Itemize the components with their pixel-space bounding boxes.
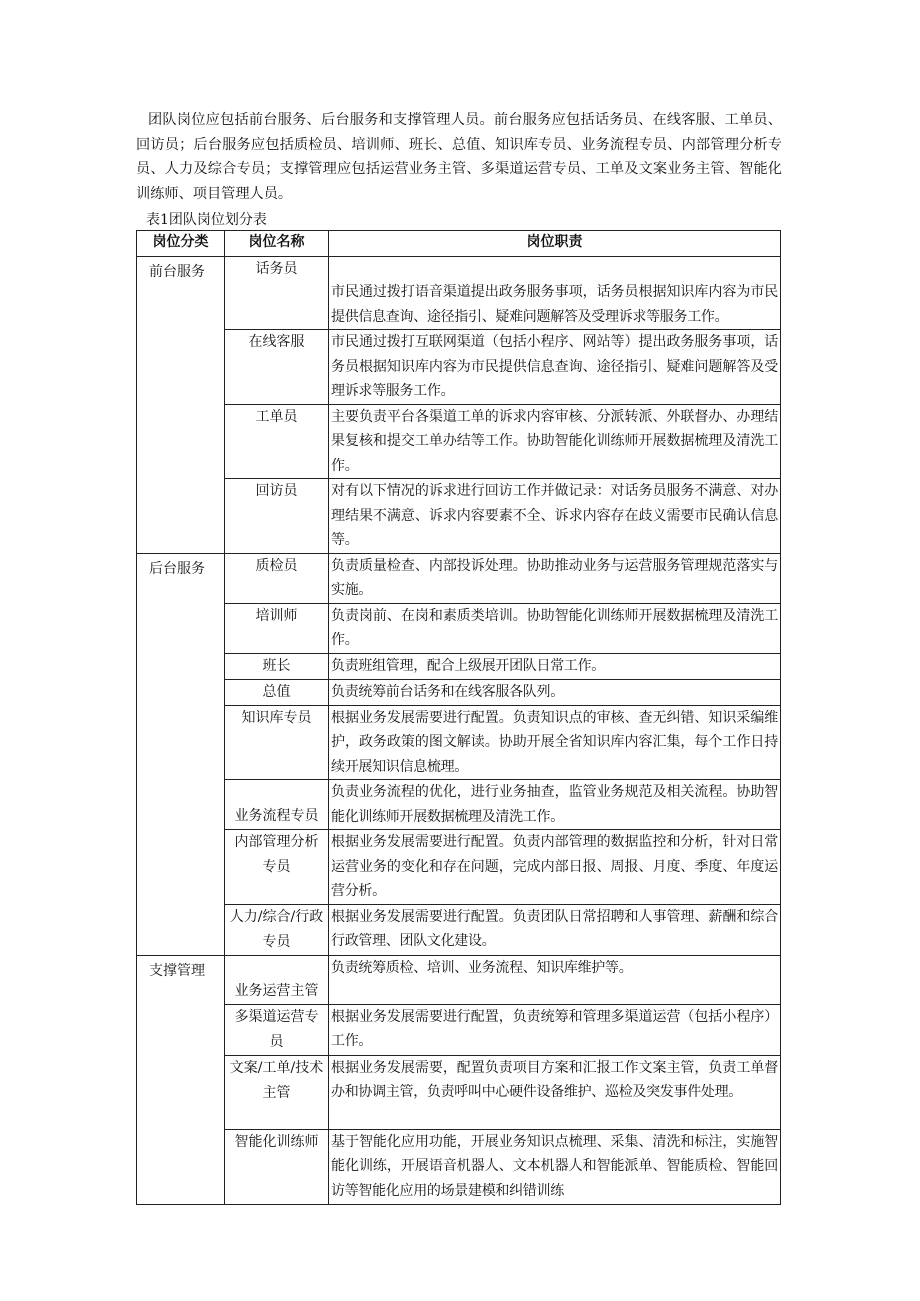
category-cell — [137, 553, 225, 955]
duty-cell — [329, 904, 781, 955]
table-row — [137, 830, 781, 905]
name-cell — [225, 1055, 329, 1129]
name-cell — [225, 955, 329, 1004]
duty-cell — [329, 553, 781, 603]
duty-cell — [329, 330, 781, 405]
position-name: 回访员 — [255, 483, 298, 499]
position-name: 业务流程专员 — [234, 808, 319, 824]
table-row — [137, 404, 781, 479]
duty-cell — [329, 1055, 781, 1129]
table-row — [137, 330, 781, 405]
duty-cell — [329, 955, 781, 1004]
table-row — [137, 1004, 781, 1055]
position-name: 智能化训练师 — [234, 1133, 319, 1150]
position-name: 工单员 — [255, 408, 298, 425]
position-name: 多渠道运营专员 — [234, 1008, 319, 1050]
table-row — [137, 553, 781, 603]
name-cell — [225, 404, 329, 479]
position-duty: 根据业务发展需要，配置负责项目方案和汇报工作文案主管，负责工单督办和协调主管，负责呼叫中心硬件设备维护、巡检及突发事件处理。 — [331, 1059, 778, 1100]
table-row — [137, 705, 781, 780]
duty-cell — [329, 404, 781, 479]
table-row — [137, 780, 781, 830]
table-header-row — [137, 231, 781, 257]
category-label: 支撑管理 — [149, 962, 205, 979]
duty-cell — [329, 1129, 781, 1204]
position-duty: 负责业务流程的优化，进行业务抽查，监管业务规范及相关流程。协助智能化训练师开展数据梳理及清洗工作。 — [331, 784, 778, 825]
name-cell — [225, 705, 329, 780]
table-row — [137, 1055, 781, 1129]
position-duty: 负责质量检查、内部投诉处理。协助推动业务与运营服务管理规范落实与实施。 — [331, 557, 778, 598]
position-table — [136, 230, 781, 1205]
table-row — [137, 603, 781, 653]
position-name: 质检员 — [255, 557, 298, 574]
category-cell — [137, 955, 225, 1204]
position-duty: 根据业务发展需要进行配置。负责知识点的审核、查无纠错、知识采编维护，政务政策的图文解读。协助开展全省知识库内容汇集，每个工作日持续开展知识信息梳理。 — [331, 709, 778, 775]
duty-cell — [329, 830, 781, 905]
table-row — [137, 904, 781, 955]
position-duty: 市民通过拨打互联网渠道（包括小程序、网站等）提出政务服务事项，话务员根据知识库内容为市民提供信息查询、途径指引、疑难问题解答及受理诉求等服务工作。 — [331, 334, 778, 399]
name-cell — [225, 653, 329, 679]
position-duty: 根据业务发展需要进行配置。负责内部管理的数据监控和分析，针对日常运营业务的变化和存在问题，完成内部日报、周报、月度、季度、年度运营分析。 — [331, 834, 778, 899]
name-cell — [225, 603, 329, 653]
category-label: 前台服务 — [149, 264, 205, 280]
duty-cell — [329, 1004, 781, 1055]
position-name: 内部管理分析专员 — [234, 834, 319, 875]
table-row — [137, 479, 781, 554]
name-cell — [225, 479, 329, 554]
position-duty: 负责班组管理，配合上级展开团队日常工作。 — [331, 657, 605, 674]
name-cell — [225, 679, 329, 705]
name-cell — [225, 257, 329, 330]
name-cell — [225, 553, 329, 603]
position-name: 在线客服 — [248, 334, 305, 350]
table-caption: 表1团队岗位划分表 — [146, 212, 267, 228]
category-label: 后台服务 — [149, 560, 205, 577]
duty-cell — [329, 705, 781, 780]
position-name: 班长 — [262, 657, 291, 674]
table-row — [137, 1129, 781, 1204]
position-duty: 对有以下情况的诉求进行回访工作并做记录：对话务员服务不满意、对办理结果不满意、诉求内容要素不全、诉求内容存在歧义需要市民确认信息等。 — [331, 483, 778, 548]
position-name: 培训师 — [255, 607, 298, 624]
duty-cell — [329, 479, 781, 554]
intro-paragraph: 团队岗位应包括前台服务、后台服务和支撑管理人员。前台服务应包括话务员、在线客服、工单员、回访员；后台服务应包括质检员、培训师、班长、总值、知识库专员、业务流程专员、内部管理分析专员、人力及综合专员；支撑管理应包括运营业务主管、多渠道运营专员、工单及文案业务主管、智能化训练师、项目管理人员。 — [136, 112, 782, 202]
name-cell — [225, 904, 329, 955]
duty-cell — [329, 653, 781, 679]
position-name: 业务运营主管 — [234, 982, 319, 999]
duty-cell — [329, 679, 781, 705]
duty-cell — [329, 603, 781, 653]
position-duty: 基于智能化应用功能，开展业务知识点梳理、采集、清洗和标注，实施智能化训练，开展语音机器人、文本机器人和智能派单、智能质检、智能回访等智能化应用的场景建模和纠错训练 — [331, 1133, 778, 1199]
table-row — [137, 679, 781, 705]
position-duty: 负责统筹质检、培训、业务流程、知识库维护等。 — [331, 959, 633, 976]
position-duty: 市民通过拨打语音渠道提出政务服务事项，话务员根据知识库内容为市民提供信息查询、途径指引、疑难问题解答及受理诉求等服务工作。 — [331, 284, 778, 325]
position-name: 知识库专员 — [241, 709, 312, 726]
table-row — [137, 257, 781, 330]
header-category: 岗位分类 — [137, 231, 225, 257]
name-cell — [225, 1129, 329, 1204]
name-cell — [225, 830, 329, 905]
position-name: 人力/综合/行政专员 — [229, 908, 324, 950]
position-duty: 根据业务发展需要进行配置，负责统筹和管理多渠道运营（包括小程序）工作。 — [331, 1008, 778, 1049]
table-row — [137, 955, 781, 1004]
header-name: 岗位名称 — [225, 231, 329, 257]
header-duty: 岗位职责 — [329, 231, 781, 257]
position-duty: 负责岗前、在岗和素质类培训。协助智能化训练师开展数据梳理及清洗工作。 — [331, 607, 778, 648]
position-name: 总值 — [262, 683, 291, 700]
name-cell — [225, 780, 329, 830]
position-duty: 主要负责平台各渠道工单的诉求内容审核、分派转派、外联督办、办理结果复核和提交工单办结等工作。协助智能化训练师开展数据梳理及清洗工作。 — [331, 408, 778, 474]
position-duty: 负责统筹前台话务和在线客服各队列。 — [331, 683, 564, 700]
position-name: 文案/工单/技术主管 — [229, 1059, 324, 1101]
category-cell — [137, 257, 225, 554]
position-name: 话务员 — [255, 261, 298, 277]
duty-cell — [329, 780, 781, 830]
name-cell — [225, 330, 329, 405]
duty-cell — [329, 257, 781, 330]
name-cell — [225, 1004, 329, 1055]
table-row — [137, 653, 781, 679]
position-duty: 根据业务发展需要进行配置。负责团队日常招聘和人事管理、薪酬和综合行政管理、团队文化建设。 — [331, 908, 778, 949]
